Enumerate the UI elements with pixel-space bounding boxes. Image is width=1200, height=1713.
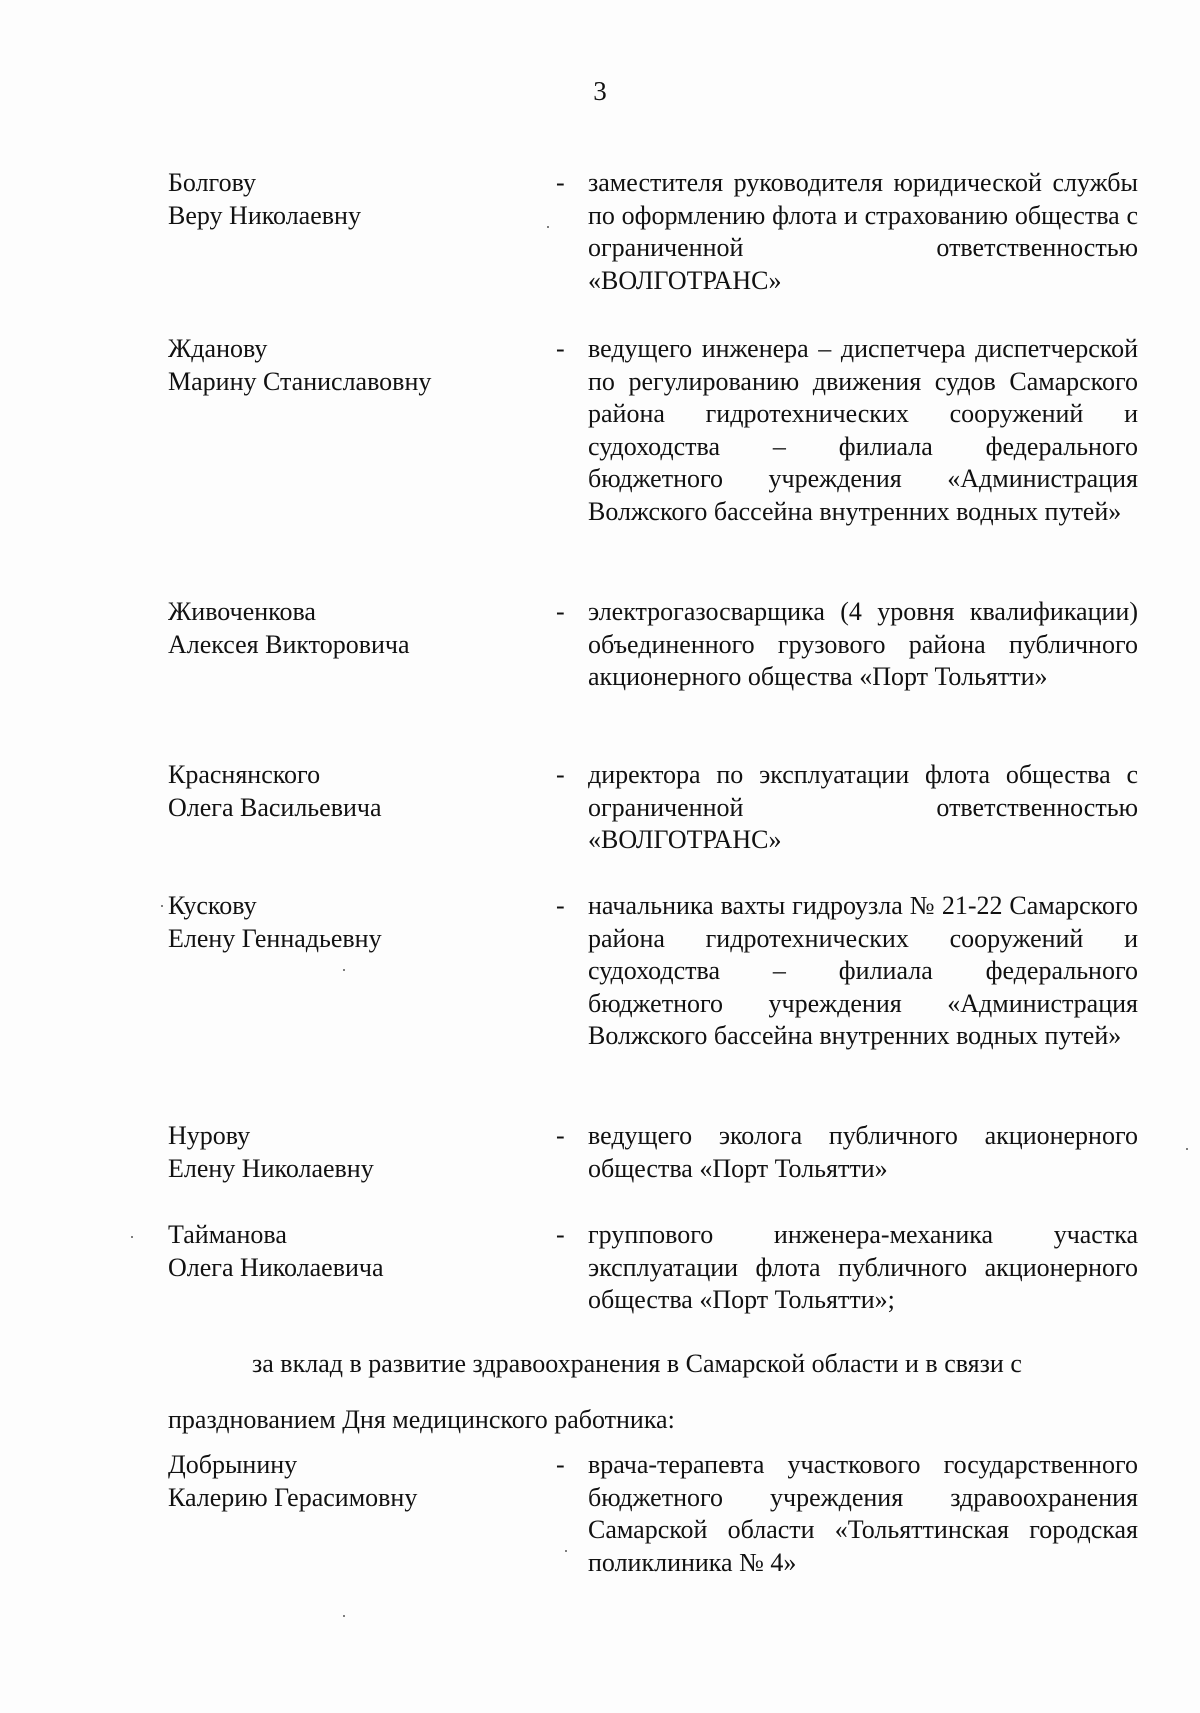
position-description: начальника вахты гидроузла № 21-22 Самарского района гидротехнических сооружений и судоходства – филиала федерального бюджетного учреждения «Администрация Волжского бассейна внутренних водных путей» (588, 891, 1138, 1051)
given-names: Калерию Герасимовну (168, 1482, 418, 1512)
separator-dash: - (556, 168, 565, 197)
given-names: Олега Николаевича (168, 1252, 384, 1282)
separator-dash: - (556, 1220, 565, 1249)
separator-dash: - (556, 334, 565, 363)
separator-dash: - (556, 1121, 565, 1150)
surname: Кускову (168, 891, 257, 920)
person-name (168, 759, 558, 824)
person-name (168, 1449, 558, 1514)
surname: Живоченкова (168, 597, 316, 626)
surname: Добрынину (168, 1450, 298, 1479)
surname: Нурову (168, 1121, 251, 1150)
given-names: Веру Николаевну (168, 200, 361, 230)
person-name (168, 1219, 558, 1284)
scan-speck (131, 1236, 133, 1238)
given-names: Марину Станиславовну (168, 366, 432, 396)
surname: Болгову (168, 168, 256, 197)
person-name (168, 333, 558, 398)
position-description: группового инженера-механика участка эксплуатации флота публичного акционерного общества «Порт Тольятти»; (588, 1220, 1138, 1315)
position-description: врача-терапевта участкового государственного бюджетного учреждения здравоохранения Самарской области «Тольяттинская городская поликлиника № 4» (588, 1450, 1138, 1577)
scan-speck (565, 1550, 567, 1552)
separator-dash: - (556, 1450, 565, 1479)
surname: Жданову (168, 334, 268, 363)
scan-speck (161, 905, 163, 907)
given-names: Елену Геннадьевну (168, 923, 382, 953)
surname: Тайманова (168, 1220, 287, 1249)
position-description: ведущего инженера – диспетчера диспетчерской по регулированию движения судов Самарского района гидротехнических сооружений и судоходства – филиала федерального бюджетного учреждения «Администрация Волжского бассейна внутренних водных путей» (588, 334, 1138, 526)
scan-speck (547, 226, 549, 228)
person-name (168, 1120, 558, 1185)
scan-speck (343, 969, 345, 971)
position-description: заместителя руководителя юридической службы по оформлению флота и страхованию общества с ограниченной ответственностью «ВОЛГОТРАНС» (588, 168, 1138, 295)
person-name (168, 596, 558, 661)
person-name (168, 890, 558, 955)
award-reason-line-2: празднованием Дня медицинского работника: (168, 1405, 675, 1434)
given-names: Елену Николаевну (168, 1153, 374, 1183)
given-names: Алексея Викторовича (168, 629, 410, 659)
person-name (168, 167, 558, 232)
position-description: директора по эксплуатации флота общества с ограниченной ответственностью «ВОЛГОТРАНС» (588, 760, 1138, 855)
surname: Краснянского (168, 760, 321, 789)
page-number: 3 (593, 76, 607, 106)
scan-speck (1186, 1148, 1188, 1150)
scan-speck (343, 1615, 345, 1617)
position-description: ведущего эколога публичного акционерного общества «Порт Тольятти» (588, 1121, 1138, 1183)
separator-dash: - (556, 597, 565, 626)
separator-dash: - (556, 760, 565, 789)
award-reason-line-1: за вклад в развитие здравоохранения в Самарской области и в связи с (252, 1349, 1022, 1378)
given-names: Олега Васильевича (168, 792, 382, 822)
separator-dash: - (556, 891, 565, 920)
position-description: электрогазосварщика (4 уровня квалификации) объединенного грузового района публичного акционерного общества «Порт Тольятти» (588, 597, 1138, 692)
